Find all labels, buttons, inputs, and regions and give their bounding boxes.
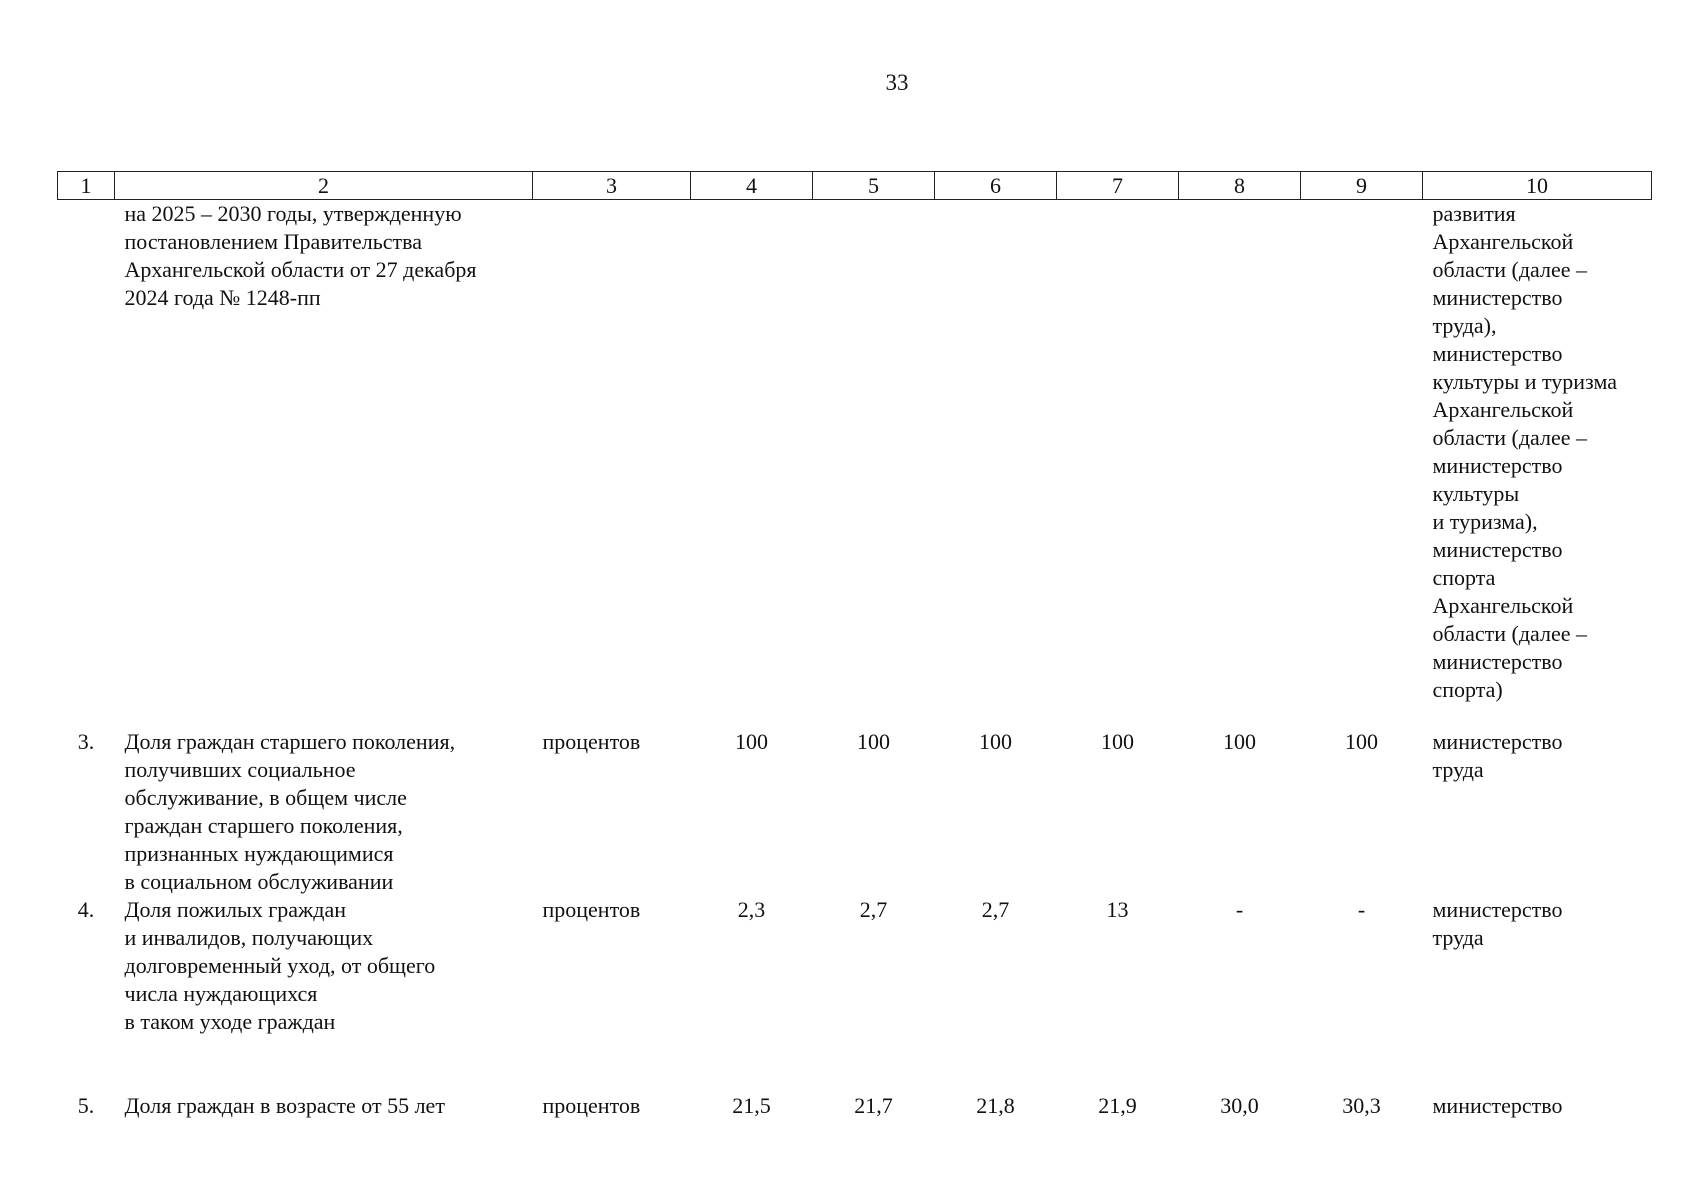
- value-col-5: 2,7: [859, 897, 888, 922]
- table-row: [58, 896, 1652, 1092]
- header-col-3: 3: [533, 172, 691, 200]
- header-col-9: 9: [1301, 172, 1423, 200]
- value-col-9: 30,3: [1342, 1093, 1381, 1118]
- unit-of-measure: процентов: [542, 729, 641, 754]
- value-col-6: 2,7: [981, 897, 1010, 922]
- value-col-8: 30,0: [1220, 1093, 1259, 1118]
- value-col-8: -: [1235, 897, 1244, 922]
- header-col-6: 6: [935, 172, 1057, 200]
- value-col-5: 21,7: [854, 1093, 893, 1118]
- header-col-5: 5: [813, 172, 935, 200]
- row-number: 3.: [77, 729, 95, 754]
- value-col-6: 21,8: [976, 1093, 1015, 1118]
- indicators-table: [57, 171, 1652, 1132]
- responsible-body: министерство: [1432, 1093, 1563, 1118]
- responsible-body: министерство труда: [1432, 729, 1563, 782]
- value-col-4: 2,3: [737, 897, 766, 922]
- value-col-4: 100: [735, 729, 768, 754]
- value-col-9: 100: [1345, 729, 1378, 754]
- indicator-name: Доля граждан старшего поколения, получивших социальное обслуживание, в общем числе граждан старшего поколения, признанных нуждающимися в социальном обслуживании: [124, 729, 456, 894]
- table-row: [58, 728, 1652, 896]
- page-number: 33: [885, 70, 909, 95]
- header-col-1: 1: [58, 172, 115, 200]
- continuation-responsible-text: развития Архангельской области (далее – министерство труда), министерство культуры и туризма Архангельской области (далее – министерство культуры и туризма), министерство спорта Архангельской области (далее – министерство спорта): [1432, 201, 1617, 702]
- continuation-program-text: на 2025 – 2030 годы, утвержденную постановлением Правительства Архангельской области от 27 декабря 2024 года № 1248-пп: [124, 201, 477, 310]
- column-number-header-row: [58, 172, 1652, 200]
- value-col-7: 21,9: [1098, 1093, 1137, 1118]
- unit-of-measure: процентов: [542, 1093, 641, 1118]
- header-col-2: 2: [115, 172, 533, 200]
- value-col-7: 13: [1106, 897, 1129, 922]
- header-col-4: 4: [691, 172, 813, 200]
- header-col-7: 7: [1057, 172, 1179, 200]
- row-number: 4.: [77, 897, 95, 922]
- row-number: 5.: [77, 1093, 95, 1118]
- indicator-name: Доля граждан в возрасте от 55 лет: [124, 1093, 445, 1118]
- value-col-8: 100: [1223, 729, 1256, 754]
- unit-of-measure: процентов: [542, 897, 641, 922]
- value-col-9: -: [1357, 897, 1366, 922]
- continuation-row: [58, 200, 1652, 729]
- header-col-10: 10: [1423, 172, 1652, 200]
- value-col-5: 100: [857, 729, 890, 754]
- value-col-4: 21,5: [732, 1093, 771, 1118]
- value-col-7: 100: [1101, 729, 1134, 754]
- value-col-6: 100: [979, 729, 1012, 754]
- responsible-body: министерство труда: [1432, 897, 1563, 950]
- header-col-8: 8: [1179, 172, 1301, 200]
- indicator-name: Доля пожилых граждан и инвалидов, получающих долговременный уход, от общего числа нуждающихся в таком уходе граждан: [124, 897, 436, 1034]
- table-row: [58, 1092, 1652, 1132]
